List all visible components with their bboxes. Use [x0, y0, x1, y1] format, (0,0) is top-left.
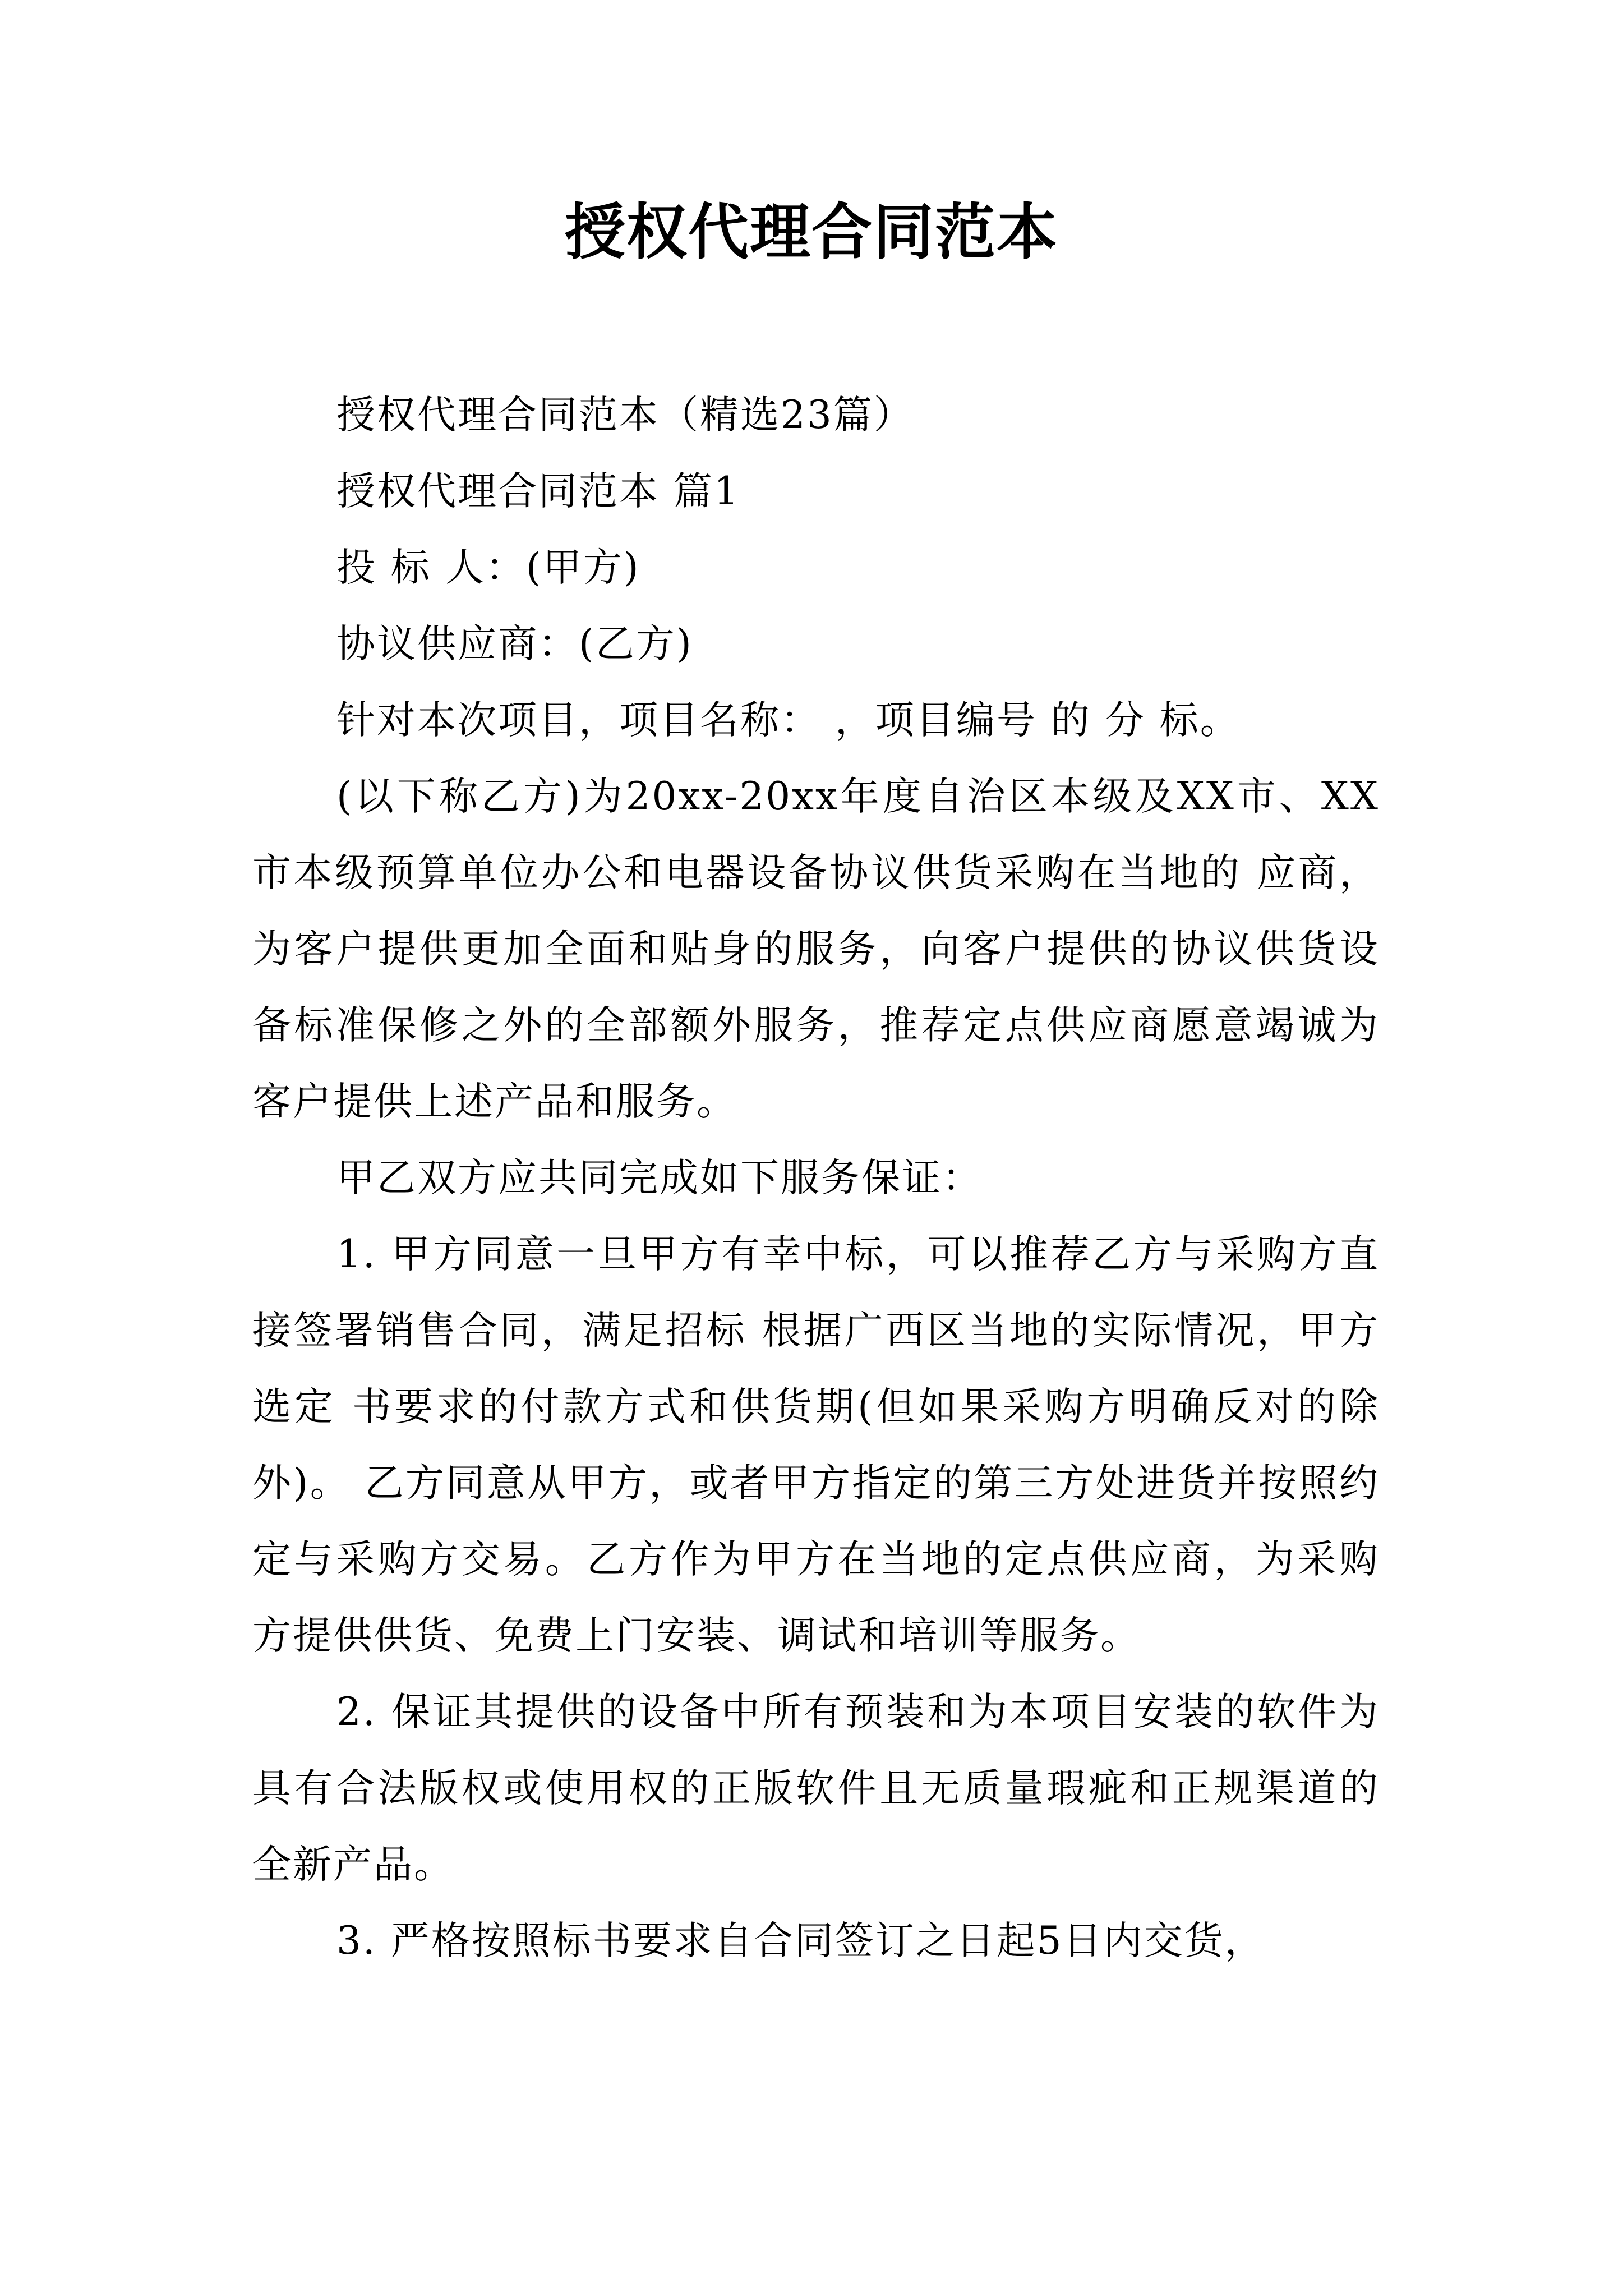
paragraph-clause-3: 3. 严格按照标书要求自合同签订之日起5日内交货， [336, 1918, 1265, 1963]
paragraph-service-guarantee: 甲乙双方应共同完成如下服务保证： [336, 1156, 983, 1200]
document-body [252, 377, 1380, 1979]
paragraph-party-a: 投 标 人：(甲方) [336, 545, 640, 590]
paragraph-project: 针对本次项目，项目名称： ，项目编号 的 分 标。 [336, 698, 1241, 743]
document-title: 授权代理合同范本 [564, 197, 1058, 268]
paragraph-party-b: 协议供应商：(乙方) [336, 622, 693, 666]
paragraph-intro: (以下称乙方)为20xx-20xx年度自治区本级及XX市、XX市本级预算单位办公和电器设备协议供货采购在当地的 应商，为客户提供更加全面和贴身的服务，向客户提供的协议供货设备标准保修之外的全部额外服务，推荐定点供应商愿意竭诚为客户提供上述产品和服务。 [252, 774, 1380, 1124]
paragraph-clause-2: 2. 保证其提供的设备中所有预装和为本项目安装的软件为具有合法版权或使用权的正版软件且无质量瑕疵和正规渠道的全新产品。 [252, 1690, 1380, 1887]
paragraph-subtitle: 授权代理合同范本（精选23篇） [336, 393, 914, 438]
paragraph-section-heading: 授权代理合同范本 篇1 [336, 469, 740, 514]
paragraph-clause-1: 1. 甲方同意一旦甲方有幸中标，可以推荐乙方与采购方直接签署销售合同，满足招标 根据广西区当地的实际情况，甲方 选定 书要求的付款方式和供货期(但如果采购方明确反对的除外)。 乙方同意从甲方，或者甲方指定的第三方处进货并按照约定与采购方交易。乙方作为甲方在当地的定点供应商，为采购方提供供货、免费上门安装、调试和培训等服务。 [252, 1232, 1380, 1658]
